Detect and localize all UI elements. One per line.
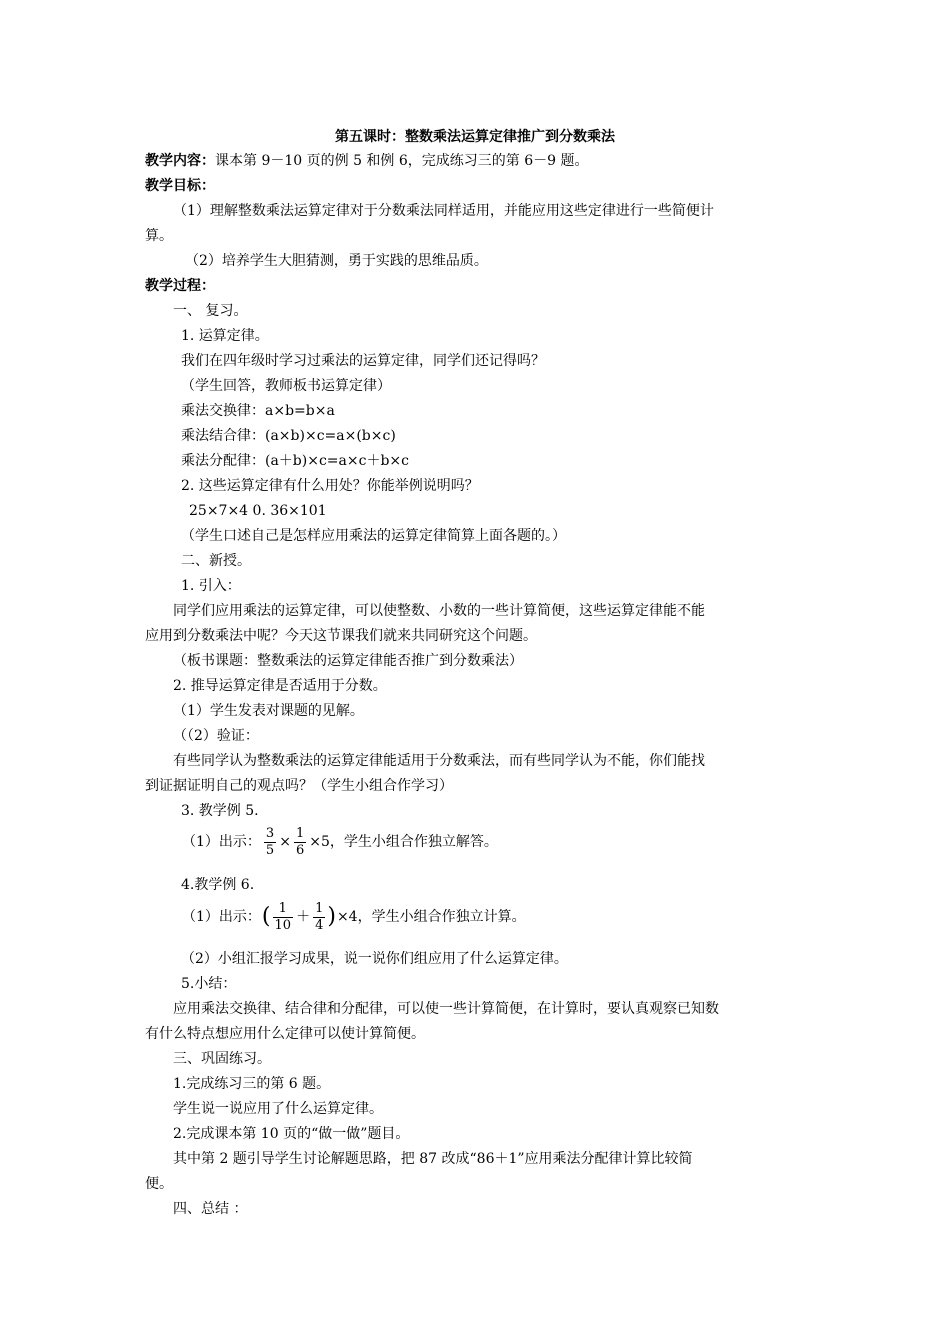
section-review: 一、 复习。 [173, 303, 248, 319]
section-summary: 四、总结 ： [173, 1201, 248, 1217]
fraction-numerator: 1 [315, 900, 324, 916]
plus-sign: ＋ [296, 909, 311, 925]
fraction-denominator: 5 [265, 842, 275, 858]
new-item-5: 5.小结： [181, 976, 237, 992]
new-paragraph-1a: 同学们应用乘法的运算定律，可以使整数、小数的一些计算简便，这些运算定律能不能 [173, 603, 705, 619]
example-5-prefix: （1）出示： [182, 834, 261, 850]
example-6-prefix: （1）出示： [182, 909, 261, 925]
content-text: 课本第 9－10 页的例 5 和例 6，完成练习三的第 6－9 题。 [215, 153, 589, 169]
example-6 [181, 899, 527, 935]
goal-1-line-a: （1）理解整数乘法运算定律对于分数乘法同样适用，并能应用这些定律进行一些简便计 [173, 203, 714, 219]
new-item-1: 1. 引入： [181, 578, 241, 594]
law-commutative: 乘法交换律：a×b=b×a [181, 403, 335, 419]
page-title: 第五课时：整数乘法运算定律推广到分数乘法 [335, 129, 615, 145]
example-5-fraction-2 [294, 826, 306, 859]
practice-item-1b: 学生说一说应用了什么运算定律。 [173, 1101, 383, 1117]
new-item-4b: （2）小组汇报学习成果，说一说你们组应用了什么运算定律。 [181, 951, 568, 967]
new-note: （板书课题：整数乘法的运算定律能否推广到分数乘法） [173, 653, 523, 669]
fraction-denominator: 4 [315, 917, 324, 933]
right-paren: ) [327, 904, 336, 929]
practice-item-2: 2.完成课本第 10 页的“做一做”题目。 [173, 1126, 410, 1142]
section-new: 二、新授。 [181, 553, 251, 569]
review-examples: 25×7×4 0. 36×101 [189, 503, 327, 519]
example-6-fraction-2 [313, 901, 325, 934]
fraction-numerator: 1 [273, 901, 294, 918]
practice-item-1: 1.完成练习三的第 6 题。 [173, 1076, 331, 1092]
review-question: 我们在四年级时学习过乘法的运算定律，同学们还记得吗？ [181, 353, 545, 369]
law-distributive: 乘法分配律：(a＋b)×c=a×c＋b×c [181, 453, 409, 469]
summary-paragraph-b: 有什么特点想应用什么定律可以使计算简便。 [145, 1026, 425, 1042]
fraction-denominator: 10 [274, 917, 292, 933]
review-item-1: 1. 运算定律。 [181, 328, 269, 344]
new-paragraph-2a: 有些同学认为整数乘法的运算定律能适用于分数乘法，而有些同学认为不能，你们能找 [173, 753, 705, 769]
goals-heading: 教学目标： [145, 178, 215, 194]
new-item-2b: （（2）验证： [173, 728, 259, 744]
example-6-rest: ×4，学生小组合作独立计算。 [336, 909, 526, 925]
new-item-2: 2. 推导运算定律是否适用于分数。 [173, 678, 387, 694]
content-label: 教学内容： [145, 153, 215, 169]
new-item-3: 3. 教学例 5. [181, 803, 259, 819]
section-practice: 三、巩固练习。 [173, 1051, 271, 1067]
new-paragraph-1b: 应用到分数乘法中呢？今天这节课我们就来共同研究这个问题。 [145, 628, 537, 644]
new-item-4: 4.教学例 6. [181, 877, 255, 893]
process-heading: 教学过程： [145, 278, 215, 294]
goal-2: （2）培养学生大胆猜测，勇于实践的思维品质。 [185, 253, 488, 269]
fraction-numerator: 3 [265, 825, 275, 841]
times-sign: × [279, 834, 291, 850]
goal-1-line-b: 算。 [145, 228, 173, 244]
practice-paragraph-a: 其中第 2 题引导学生讨论解题思路，把 87 改成“86＋1”应用乘法分配律计算比较简 [173, 1151, 693, 1167]
fraction-numerator: 1 [295, 825, 305, 841]
left-paren: ( [261, 904, 271, 929]
practice-paragraph-b: 便。 [145, 1176, 173, 1192]
summary-paragraph-a: 应用乘法交换律、结合律和分配律，可以使一些计算简便，在计算时，要认真观察已知数 [173, 1001, 719, 1017]
example-5-fraction-1 [264, 826, 276, 859]
review-note: （学生回答，教师板书运算定律） [181, 378, 391, 394]
example-6-fraction-1 [273, 901, 294, 934]
example-5 [181, 824, 499, 860]
review-note-2: （学生口述自己是怎样应用乘法的运算定律简算上面各题的。） [181, 528, 566, 544]
new-item-2a: （1）学生发表对课题的见解。 [173, 703, 364, 719]
new-paragraph-2b: 到证据证明自己的观点吗？（学生小组合作学习） [145, 778, 453, 794]
review-item-2: 2. 这些运算定律有什么用处？你能举例说明吗？ [181, 478, 479, 494]
law-associative: 乘法结合律：(a×b)×c=a×(b×c) [181, 428, 396, 444]
example-5-rest: ×5，学生小组合作独立解答。 [309, 834, 498, 850]
fraction-denominator: 6 [295, 842, 305, 858]
content-line [145, 152, 589, 170]
